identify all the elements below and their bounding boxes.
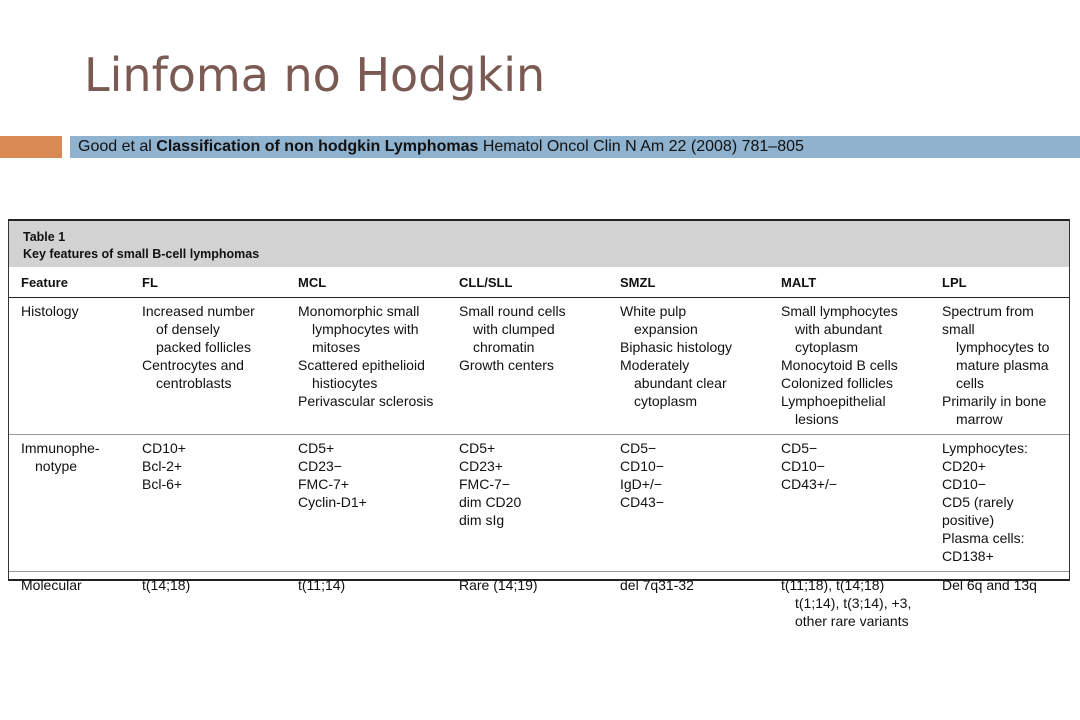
cell-line: Scattered epithelioid — [298, 357, 425, 373]
feature-cell — [9, 572, 130, 637]
column-header: MCL — [286, 269, 447, 298]
cell-line: CD23− — [298, 458, 342, 474]
cell-line: t(14;18) — [142, 577, 191, 593]
cell-line: Monocytoid B cells — [781, 357, 898, 373]
table-header-band — [9, 221, 1069, 267]
cell-line: Plasma cells: — [942, 530, 1025, 546]
cell-line: cytoplasm — [795, 339, 859, 355]
cell-line: of densely — [156, 321, 220, 337]
cell-line: White pulp — [620, 303, 687, 319]
cell-line: abundant clear — [634, 375, 727, 391]
cell-line: cytoplasm — [634, 393, 698, 409]
cell-line: dim CD20 — [459, 494, 522, 510]
cell-line: CD10− — [781, 458, 825, 474]
table-caption-text: Key features of small B-cell lymphomas — [23, 247, 260, 261]
cell-line: marrow — [956, 411, 1003, 427]
feature-label: notype — [35, 458, 78, 474]
cell-line: t(11;14) — [298, 577, 346, 593]
cell-line: histiocytes — [312, 375, 378, 391]
table-cell — [130, 298, 286, 435]
column-header: FL — [130, 269, 286, 298]
citation-source: Hematol Oncol Clin N Am 22 (2008) 781–805 — [478, 138, 804, 155]
features-table — [8, 219, 1070, 629]
features-grid — [9, 269, 1069, 636]
cell-line: Lymphoepithelial — [781, 393, 886, 409]
cell-line: dim sIg — [459, 512, 505, 528]
table-cell — [130, 572, 286, 637]
feature-cell — [9, 298, 130, 435]
cell-line: CD5+ — [459, 440, 496, 456]
cell-line: Rare (14;19) — [459, 577, 538, 593]
cell-line: mitoses — [312, 339, 361, 355]
cell-line: Primarily in bone — [942, 393, 1047, 409]
table-cell — [769, 435, 930, 572]
table-cell — [608, 298, 769, 435]
table-cell — [447, 435, 608, 572]
feature-cell — [9, 435, 130, 572]
cell-line: Centrocytes and — [142, 357, 244, 373]
cell-line: Monomorphic small — [298, 303, 420, 319]
table-cell — [286, 572, 447, 637]
cell-line: Lymphocytes: CD20+ — [942, 440, 1028, 474]
cell-line: IgD+/− — [620, 476, 663, 492]
table-cell — [930, 298, 1069, 435]
cell-line: lesions — [795, 411, 839, 427]
citation — [78, 137, 804, 157]
column-header: CLL/SLL — [447, 269, 608, 298]
cell-line: other rare variants — [795, 613, 909, 629]
cell-line: CD10− — [620, 458, 664, 474]
cell-line: del 7q31-32 — [620, 577, 694, 593]
table-body — [9, 298, 1069, 637]
cell-line: Increased number — [142, 303, 255, 319]
cell-line: Colonized follicles — [781, 375, 894, 391]
column-header: LPL — [930, 269, 1069, 298]
cell-line: CD5 (rarely positive) — [942, 494, 1014, 528]
table-row — [9, 572, 1069, 637]
table-cell — [930, 572, 1069, 637]
table-header-row — [9, 269, 1069, 298]
cell-line: Biphasic histology — [620, 339, 733, 355]
cell-line: CD43+/− — [781, 476, 838, 492]
cell-line: lymphocytes to — [956, 339, 1050, 355]
cell-line: CD5− — [620, 440, 657, 456]
cell-line: with abundant — [795, 321, 883, 337]
column-header: Feature — [9, 269, 130, 298]
cell-line: CD10+ — [142, 440, 186, 456]
cell-line: CD138+ — [942, 548, 994, 564]
cell-line: CD43− — [620, 494, 664, 510]
table-label: Table 1 — [23, 230, 66, 244]
cell-line: Bcl-2+ — [142, 458, 183, 474]
column-header: SMZL — [608, 269, 769, 298]
cell-line: Cyclin-D1+ — [298, 494, 367, 510]
cell-line: FMC-7+ — [298, 476, 349, 492]
cell-line: CD5+ — [298, 440, 335, 456]
table-caption — [23, 229, 259, 263]
cell-line: expansion — [634, 321, 698, 337]
feature-label: Immunophe- — [21, 440, 100, 456]
table-row — [9, 298, 1069, 435]
citation-prefix: Good et al — [78, 138, 157, 155]
table-cell — [447, 298, 608, 435]
cell-line: lymphocytes with — [312, 321, 419, 337]
cell-line: Growth centers — [459, 357, 554, 373]
feature-label: Histology — [21, 303, 79, 319]
cell-line: Small round cells — [459, 303, 566, 319]
table-row — [9, 435, 1069, 572]
table-cell — [769, 572, 930, 637]
cell-line: centroblasts — [156, 375, 232, 391]
cell-line: t(11;18), t(14;18) — [781, 577, 885, 593]
cell-line: Perivascular sclerosis — [298, 393, 434, 409]
cell-line: CD10− — [942, 476, 986, 492]
cell-line: CD5− — [781, 440, 818, 456]
cell-line: with clumped — [473, 321, 555, 337]
cell-line: Del 6q and 13q — [942, 577, 1037, 593]
table-cell — [447, 572, 608, 637]
table-cell — [608, 435, 769, 572]
table-cell — [769, 298, 930, 435]
feature-label: Molecular — [21, 577, 82, 593]
cell-line: Spectrum from small — [942, 303, 1034, 337]
cell-line: chromatin — [473, 339, 535, 355]
table-cell — [286, 298, 447, 435]
citation-article-title: Classification of non hodgkin Lymphomas — [156, 138, 479, 155]
cell-line: CD23+ — [459, 458, 503, 474]
table-cell — [130, 435, 286, 572]
table-cell — [608, 572, 769, 637]
cell-line: Bcl-6+ — [142, 476, 183, 492]
table-cell — [930, 435, 1069, 572]
table-cell — [286, 435, 447, 572]
column-header: MALT — [769, 269, 930, 298]
slide-title: Linfoma no Hodgkin — [84, 48, 546, 102]
cell-line: Moderately — [620, 357, 690, 373]
cell-line: Small lymphocytes — [781, 303, 898, 319]
cell-line: FMC-7− — [459, 476, 510, 492]
accent-bar — [0, 136, 62, 158]
cell-line: packed follicles — [156, 339, 251, 355]
cell-line: mature plasma cells — [956, 357, 1049, 391]
cell-line: t(1;14), t(3;14), +3, — [795, 595, 912, 611]
